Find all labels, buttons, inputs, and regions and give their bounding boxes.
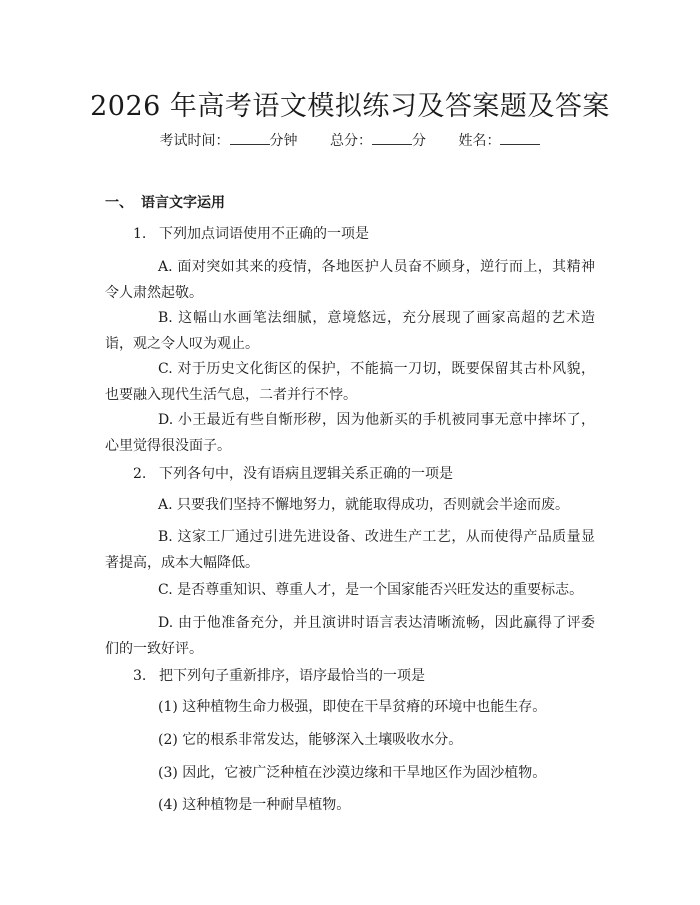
sentence-item: (4) 这种植物是一种耐旱植物。 xyxy=(158,797,351,813)
total-score-blank xyxy=(372,130,412,145)
question-text: 下列加点词语使用不正确的一项是 xyxy=(159,226,369,242)
question-text: 把下列句子重新排序，语序最恰当的一项是 xyxy=(159,668,425,684)
exam-time-unit: 分钟 xyxy=(269,133,298,149)
sentence-item: (2) 它的根系非常发达，能够深入土壤吸收水分。 xyxy=(158,732,463,748)
question-number: 3. xyxy=(133,668,147,684)
name-field xyxy=(458,130,540,150)
document-title: 2026 年高考语文模拟练习及答案题及答案 xyxy=(90,91,610,122)
name-label: 姓名： xyxy=(458,133,501,149)
section-number: 一、 xyxy=(105,195,133,211)
question-text: 下列各句中，没有语病且逻辑关系正确的一项是 xyxy=(159,466,453,482)
total-score-label: 总分： xyxy=(330,133,372,149)
question-number: 2. xyxy=(133,466,147,482)
question-option: B. 这幅山水画笔法细腻，意境悠远，充分展现了画家高超的艺术造诣，观之令人叹为观止。 xyxy=(105,310,595,352)
exam-info-row xyxy=(0,130,700,150)
exam-time-blank xyxy=(230,130,270,145)
sentence-item: (1) 这种植物生命力极强，即使在干旱贫瘠的环境中也能生存。 xyxy=(158,699,547,715)
question-stem xyxy=(133,665,425,685)
total-score-field xyxy=(330,130,426,150)
exam-time-field xyxy=(160,130,298,150)
total-score-unit: 分 xyxy=(412,133,426,149)
section-title: 语言文字运用 xyxy=(141,195,225,211)
name-blank xyxy=(500,130,540,145)
sentence-item: (3) 因此，它被广泛种植在沙漠边缘和干旱地区作为固沙植物。 xyxy=(158,765,547,781)
question-option: A. 面对突如其来的疫情，各地医护人员奋不顾身，逆行而上，其精神令人肃然起敬。 xyxy=(105,259,595,301)
question-option: B. 这家工厂通过引进先进设备、改进生产工艺，从而使得产品质量显著提高，成本大幅降低。 xyxy=(105,529,595,571)
exam-time-label: 考试时间： xyxy=(159,133,230,149)
question-option: D. 小王最近有些自惭形秽，因为他新买的手机被同事无意中摔坏了，心里觉得很没面子。 xyxy=(105,412,595,454)
question-stem xyxy=(133,463,453,483)
question-option: C. 是否尊重知识、尊重人才，是一个国家能否兴旺发达的重要标志。 xyxy=(158,582,584,598)
question-option: A. 只要我们坚持不懈地努力，就能取得成功，否则就会半途而废。 xyxy=(158,497,570,513)
question-number: 1. xyxy=(133,226,147,242)
section-heading xyxy=(105,192,225,212)
question-option: D. 由于他准备充分，并且演讲时语言表达清晰流畅，因此赢得了评委们的一致好评。 xyxy=(105,615,595,657)
question-stem xyxy=(133,223,369,243)
question-option: C. 对于历史文化街区的保护，不能搞一刀切，既要保留其古朴风貌，也要融入现代生活气息，二者并行不悖。 xyxy=(105,361,595,403)
